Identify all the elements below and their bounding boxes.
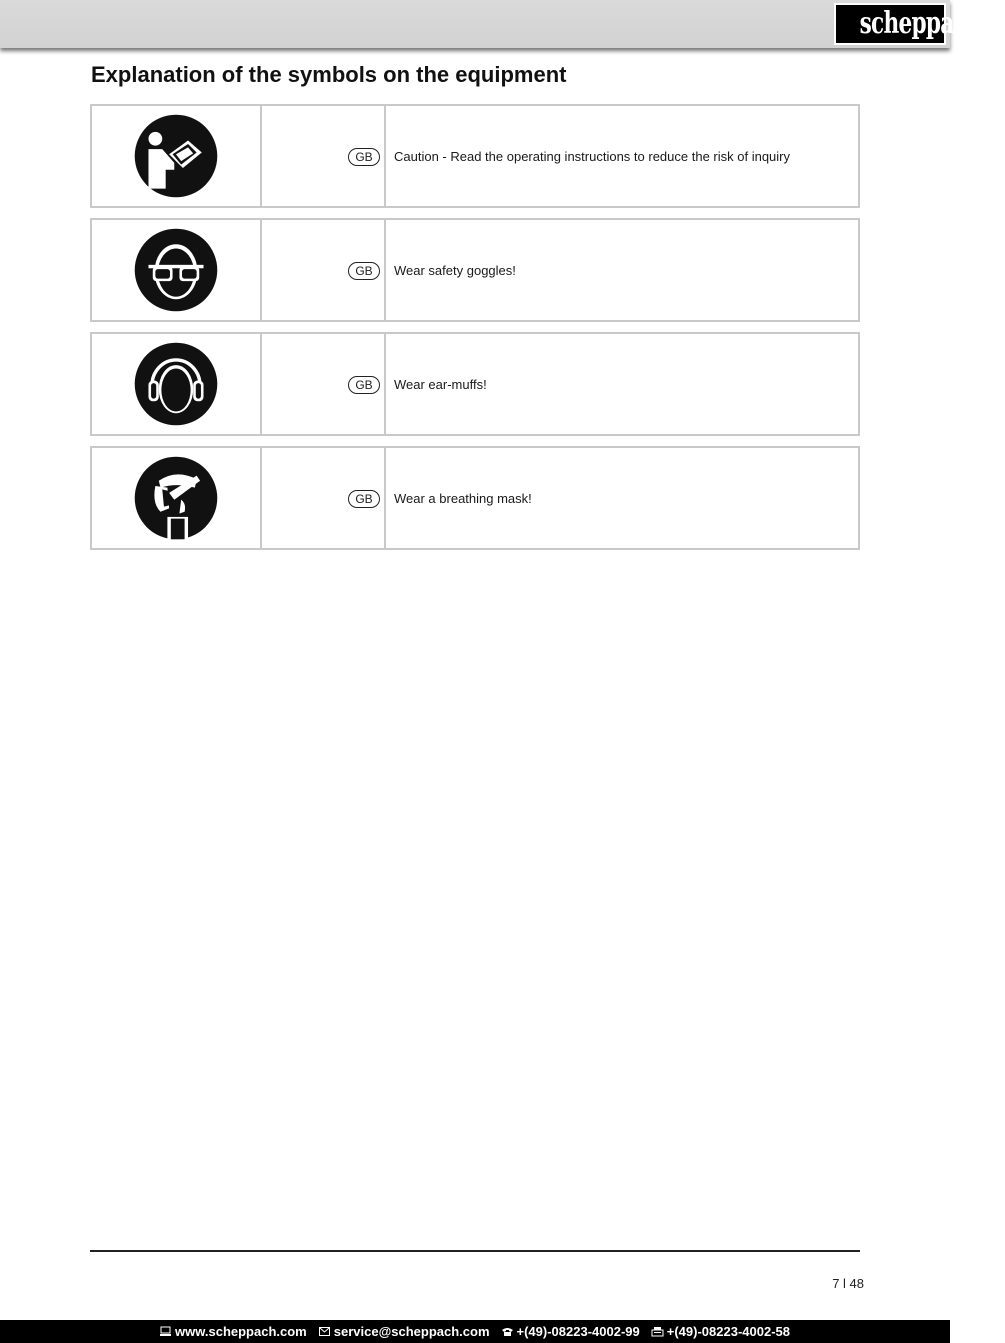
symbol-description: Wear safety goggles! [394, 262, 516, 278]
symbol-table [90, 104, 860, 560]
header-band [0, 0, 981, 48]
phone-icon [502, 1327, 513, 1336]
read-manual-icon [133, 113, 219, 199]
language-badge: GB [348, 490, 380, 508]
fax-icon [652, 1327, 663, 1336]
symbol-description: Caution - Read the operating instructions to reduce the risk of inquiry [394, 148, 790, 164]
language-badge: GB [348, 148, 380, 166]
computer-icon [160, 1327, 171, 1336]
phone-number: +(49)-08223-4002-99 [516, 1324, 640, 1339]
page-title: Explanation of the symbols on the equipment [91, 62, 567, 87]
contact-footer [0, 1320, 950, 1343]
page-number: 7 l 48 [832, 1276, 864, 1291]
language-badge: GB [348, 376, 380, 394]
symbol-description: Wear ear-muffs! [394, 376, 487, 392]
email-icon [319, 1327, 330, 1336]
footer-divider [90, 1250, 860, 1252]
safety-goggles-icon [133, 227, 219, 313]
language-badge: GB [348, 262, 380, 280]
email-link[interactable]: service@scheppach.com [333, 1324, 490, 1339]
breathing-mask-icon [133, 455, 219, 541]
website-link[interactable]: www.scheppach.com [175, 1324, 307, 1339]
fax-number: +(49)-08223-4002-58 [666, 1324, 790, 1339]
symbol-row [90, 218, 860, 322]
symbol-row [90, 104, 860, 208]
symbol-row [90, 332, 860, 436]
symbol-description: Wear a breathing mask! [394, 490, 532, 506]
brand-logo: scheppach [834, 3, 946, 45]
ear-muffs-icon [133, 341, 219, 427]
symbol-row [90, 446, 860, 550]
